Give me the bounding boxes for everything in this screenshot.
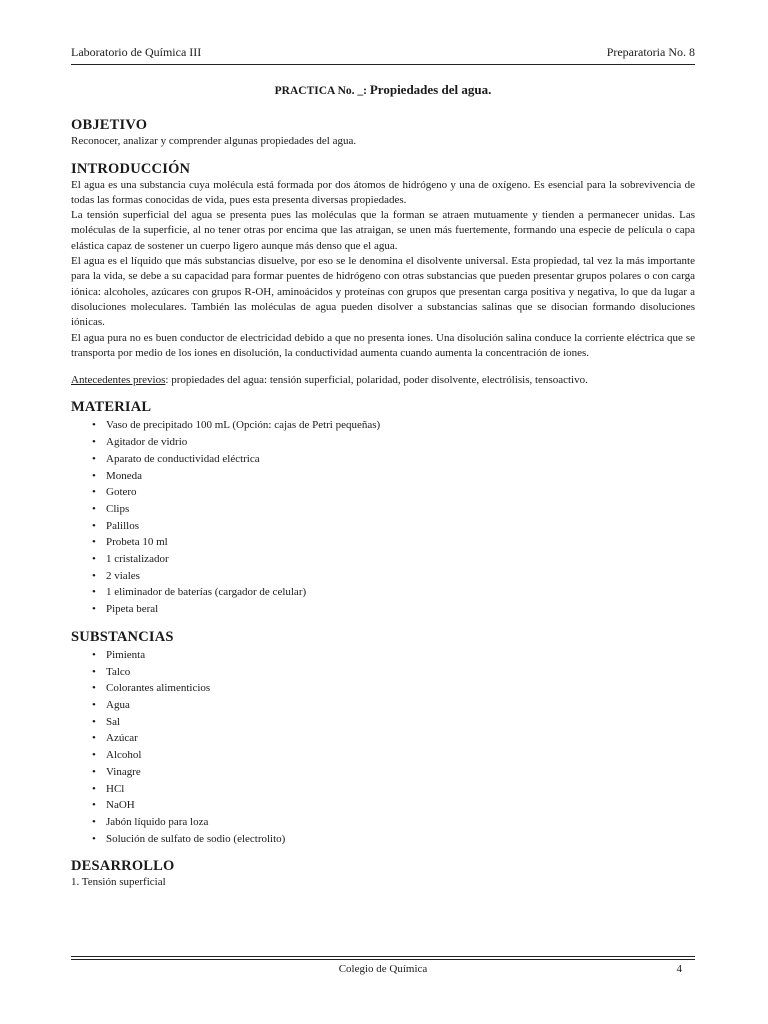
header-school-name: Preparatoria No. 8 bbox=[606, 45, 695, 59]
objetivo-text: Reconocer, analizar y comprender algunas propiedades del agua. bbox=[71, 135, 357, 148]
list-item: • Solución de sulfato de sodio (electrolito) bbox=[106, 831, 695, 848]
list-item: • 1 eliminador de baterías (cargador de celular) bbox=[106, 584, 695, 601]
list-item: • NaOH bbox=[106, 797, 695, 814]
list-item: • Talco bbox=[106, 664, 695, 681]
list-item: • Probeta 10 ml bbox=[106, 534, 695, 551]
practice-title-prefix: PRACTICA No. _: bbox=[274, 85, 370, 97]
intro-paragraph-1: El agua es una substancia cuya molécula está formada por dos átomos de hidrógeno y una de oxígeno. Es esencial para la sobrevivencia de todas las formas conocidas de vida, pues esta presenta diversas propiedades. bbox=[71, 178, 695, 206]
header-divider bbox=[71, 64, 695, 65]
list-item: • Agua bbox=[106, 697, 695, 714]
material-heading: MATERIAL bbox=[71, 399, 152, 416]
header-course-title: Laboratorio de Química III bbox=[71, 45, 202, 59]
substancias-heading: SUBSTANCIAS bbox=[71, 628, 174, 645]
list-item: • Vinagre bbox=[106, 764, 695, 781]
antecedentes-previos bbox=[71, 373, 695, 388]
material-list bbox=[71, 417, 695, 617]
list-item: • HCl bbox=[106, 781, 695, 798]
list-item: • Pimienta bbox=[106, 647, 695, 664]
desarrollo-heading: DESARROLLO bbox=[71, 858, 175, 875]
footer-institution: Colegio de Química bbox=[338, 963, 428, 975]
list-item: • 2 viales bbox=[106, 568, 695, 585]
list-item: • Jabón líquido para loza bbox=[106, 814, 695, 831]
antecedentes-text: : propiedades del agua: tensión superficial, polaridad, poder disolvente, electrólisis, tensoactivo. bbox=[165, 374, 588, 387]
introduccion-heading: INTRODUCCIÓN bbox=[71, 160, 191, 177]
list-item: • 1 cristalizador bbox=[106, 551, 695, 568]
footer-divider bbox=[71, 956, 695, 957]
substancias-list bbox=[71, 647, 695, 847]
practice-title-main: Propiedades del agua. bbox=[369, 82, 492, 97]
list-item: • Clips bbox=[106, 501, 695, 518]
objetivo-heading: OBJETIVO bbox=[71, 117, 148, 134]
practice-title bbox=[71, 82, 695, 99]
list-item: • Vaso de precipitado 100 mL (Opción: cajas de Petri pequeñas) bbox=[106, 417, 695, 434]
list-item: • Moneda bbox=[106, 468, 695, 485]
antecedentes-label: Antecedentes previos bbox=[71, 374, 166, 387]
list-item: • Alcohol bbox=[106, 747, 695, 764]
list-item: • Agitador de vidrio bbox=[106, 434, 695, 451]
list-item: • Sal bbox=[106, 714, 695, 731]
page-number: 4 bbox=[676, 963, 682, 975]
desarrollo-step-1: 1. Tensión superficial bbox=[71, 876, 166, 889]
footer-divider-double bbox=[71, 959, 695, 960]
list-item: • Palillos bbox=[106, 518, 695, 535]
document-body bbox=[71, 82, 695, 891]
intro-paragraph-2: La tensión superficial del agua se presenta pues las moléculas que la forman se atraen mutuamente y tienden a permanecer unidas. Las moléculas de la superficie, al no tener otras por encima que las atraigan, se unen más fuertemente, formando una especie de película o capa elástica capaz de sostener un cuerpo ligero aunque más denso que el agua. bbox=[71, 209, 695, 252]
list-item: • Colorantes alimenticios bbox=[106, 680, 695, 697]
intro-paragraph-3: El agua es el líquido que más substancias disuelve, por eso se le denomina el disolvente universal. Esta propiedad, tal vez la más importante para la vida, se debe a su capacidad para formar puentes de hidrógeno con otras substancias que pueden presentar grupos polares o con carga iónica: alcoholes, azúcares con grupos R-OH, aminoácidos y proteínas con grupos que presentan carga positiva y negativa, lo que da lugar a disoluciones moleculares. También las moléculas de agua pueden disolver a substancias salinas que se disocian formando disoluciones iónicas. bbox=[71, 255, 695, 329]
list-item: • Pipeta beral bbox=[106, 601, 695, 618]
list-item: • Gotero bbox=[106, 484, 695, 501]
page-header bbox=[71, 45, 695, 63]
intro-paragraph-4: El agua pura no es buen conductor de electricidad debido a que no presenta iones. Una disolución salina conduce la corriente eléctrica que se transporta por medio de los iones en disolución, la conductividad aumenta cuando aumenta la concentración de iones. bbox=[71, 331, 695, 359]
list-item: • Aparato de conductividad eléctrica bbox=[106, 451, 695, 468]
list-item: • Azúcar bbox=[106, 730, 695, 747]
